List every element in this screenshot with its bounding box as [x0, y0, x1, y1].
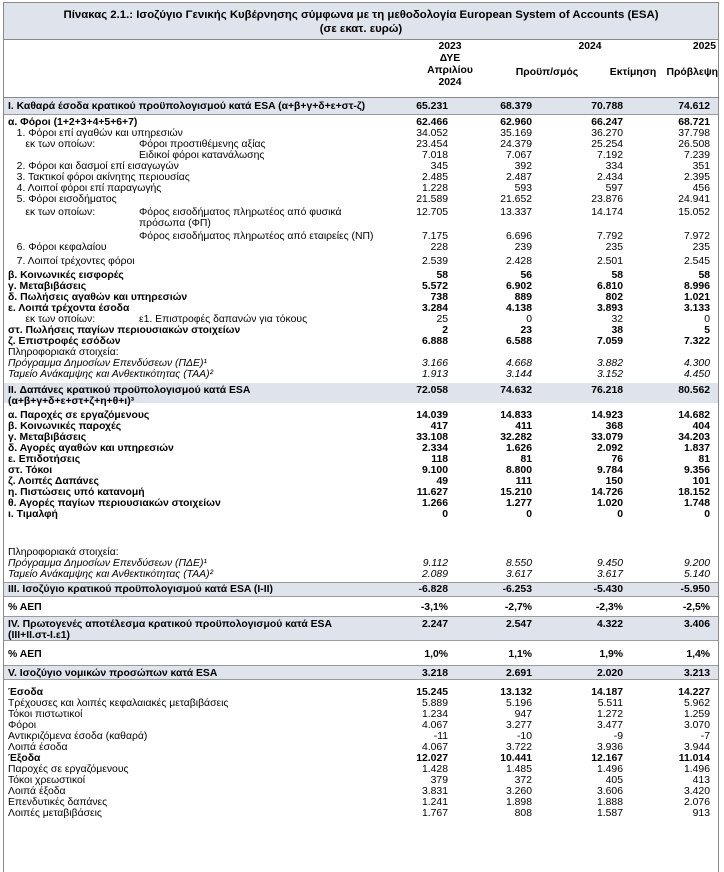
row-label: Ταμείο Ανάκαμψης και Ανθεκτικότητας (ΤΑΑ)²: [8, 569, 214, 580]
row-sublabel: Φόρος εισοδήματος πληρωτέος από εταιρείες (ΝΠ): [139, 231, 374, 242]
row-value: 23.876: [591, 194, 623, 205]
col-2023-sub-line3: 2024: [438, 77, 462, 88]
row-value: 14.833: [500, 410, 532, 421]
row-value: 9.784: [596, 465, 623, 476]
row-value: 368: [605, 421, 623, 432]
row-value: 101: [692, 476, 710, 487]
row-value: -2,3%: [595, 602, 623, 613]
row-value: 3.277: [505, 720, 532, 731]
row-label: V. Ισοζύγιο νομικών προσώπων κατά ESA: [8, 668, 218, 679]
row-value: 3.936: [596, 742, 623, 753]
row-value: 24.941: [678, 194, 710, 205]
row-label: δ. Πωλήσεις αγαθών και υπηρεσιών: [8, 292, 188, 303]
row-label: εκ των οποίων:: [8, 207, 96, 218]
row-value: 58: [698, 270, 710, 281]
row-value: 7.175: [421, 231, 448, 242]
row-label: Επενδυτικές δαπάνες: [8, 797, 108, 808]
row-label: ε. Λοιπά τρέχοντα έσοδα: [8, 303, 130, 314]
row-value: 597: [605, 183, 623, 194]
row-value: 2.539: [421, 256, 448, 267]
row-value: 2.247: [421, 619, 448, 630]
row-value: 13.337: [500, 207, 532, 218]
row-value: 228: [430, 242, 448, 253]
row-value: 7.018: [421, 150, 448, 161]
row-value: 3.284: [421, 303, 448, 314]
row-label: I. Καθαρά έσοδα κρατικού προϋπολογισμού κατά ESA (α+β+γ+δ+ε+στ-ζ): [8, 101, 366, 112]
row-label: α. Φόροι (1+2+3+4+5+6+7): [8, 117, 138, 128]
row-divider: [4, 640, 718, 641]
row-label: Πληροφοριακά στοιχεία:: [8, 547, 119, 558]
row-value: 372: [514, 775, 532, 786]
row-value: 33.079: [591, 432, 623, 443]
row-value: 1.277: [505, 498, 532, 509]
row-label: Παροχές σε εργαζόμενους: [8, 764, 129, 775]
row-value: 239: [514, 242, 532, 253]
row-value: 5.196: [505, 698, 532, 709]
row-label: (α+β+γ+δ+ε+στ+ζ+η+θ+ι)³: [8, 396, 135, 407]
row-value: 2.092: [596, 443, 623, 454]
row-label: ζ. Επιστροφές εσόδων: [8, 336, 121, 347]
row-value: -11: [433, 731, 448, 742]
row-value: 404: [692, 421, 710, 432]
row-label: Έσοδα: [8, 687, 44, 698]
esa-balance-table-page: [3, 0, 721, 868]
col-2023-year: 2023: [438, 41, 462, 52]
row-value: 3.893: [596, 303, 623, 314]
row-value: 23.454: [416, 139, 448, 150]
row-label: α. Παροχές σε εργαζόμενους: [8, 410, 150, 421]
row-value: 411: [515, 421, 532, 432]
row-label: Ταμείο Ανάκαμψης και Ανθεκτικότητας (ΤΑΑ)²: [8, 369, 214, 380]
row-value: 2.545: [683, 256, 710, 267]
row-sublabel: πρόσωπα (ΦΠ): [139, 218, 211, 229]
row-value: 5.140: [683, 569, 710, 580]
row-value: 3.944: [683, 742, 710, 753]
row-label: 4. Λοιποί φόροι επί παραγωγής: [8, 183, 162, 194]
row-value: 1.898: [505, 797, 532, 808]
row-value: 1,1%: [508, 649, 532, 660]
row-value: 2: [442, 325, 448, 336]
row-label: (III+II.στ-I.ε1): [8, 630, 70, 641]
column-header-row: [3, 40, 719, 97]
col-2024-budget: Προϋπ/σμός: [515, 67, 579, 78]
row-sublabel: ε1. Επιστροφές δαπανών για τόκους: [139, 314, 308, 325]
row-value: 1.266: [421, 498, 448, 509]
row-value: 3.406: [683, 619, 710, 630]
row-value: 62.960: [500, 117, 532, 128]
row-value: 2.334: [421, 443, 448, 454]
row-value: 7.059: [596, 336, 623, 347]
row-value: 2.487: [505, 172, 532, 183]
row-value: 3.070: [683, 720, 710, 731]
row-value: 9.450: [596, 558, 623, 569]
row-label: Λοιπές μεταβιβάσεις: [8, 808, 102, 819]
row-value: 14.187: [591, 687, 623, 698]
row-divider: [4, 582, 718, 583]
row-value: 0: [704, 509, 710, 520]
row-value: 6.696: [505, 231, 532, 242]
row-value: -10: [516, 731, 532, 742]
row-label: Τόκοι χρεωστικοί: [8, 775, 86, 786]
row-value: 1.748: [683, 498, 710, 509]
row-label: 3. Τακτικοί φόροι ακίνητης περιουσίας: [8, 172, 190, 183]
table-subtitle: (σε εκατ. ευρώ): [319, 23, 403, 35]
row-value: 1.021: [683, 292, 710, 303]
row-value: 62.466: [416, 117, 448, 128]
row-value: 417: [430, 421, 448, 432]
col-2024-year: 2024: [578, 41, 602, 52]
row-value: 1.485: [505, 764, 532, 775]
row-label: β. Κοινωνικές παροχές: [8, 421, 122, 432]
row-value: 7.239: [683, 150, 710, 161]
row-divider: [4, 596, 718, 597]
row-label: θ. Αγορές παγίων περιουσιακών στοιχείων: [8, 498, 221, 509]
row-value: 405: [605, 775, 623, 786]
row-label: εκ των οποίων:: [8, 314, 96, 325]
row-label: Αντικριζόμενα έσοδα (καθαρά): [8, 731, 148, 742]
row-value: 37.798: [678, 128, 710, 139]
row-label: γ. Μεταβιβάσεις: [8, 281, 87, 292]
row-value: 8.996: [683, 281, 710, 292]
row-value: 2.395: [683, 172, 710, 183]
row-label: Λοιπά έξοδα: [8, 786, 66, 797]
row-label: Φόροι: [8, 720, 37, 731]
row-label: 5. Φόροι εισοδήματος: [8, 194, 117, 205]
row-value: 68.379: [500, 101, 532, 112]
row-value: -7: [700, 731, 710, 742]
row-value: 3.166: [421, 358, 448, 369]
row-value: 18.152: [678, 487, 710, 498]
col-2024-estimate: Εκτίμηση: [609, 67, 657, 78]
row-label: % ΑΕΠ: [8, 649, 42, 660]
row-value: 351: [692, 161, 710, 172]
row-label: β. Κοινωνικές εισφορές: [8, 270, 124, 281]
row-value: 21.652: [500, 194, 532, 205]
row-value: 3.213: [683, 668, 710, 679]
row-value: 0: [526, 509, 532, 520]
row-value: 13.132: [500, 687, 532, 698]
row-value: 9.200: [683, 558, 710, 569]
row-label: 1. Φόροι επί αγαθών και υπηρεσιών: [8, 128, 183, 139]
row-value: 38: [611, 325, 623, 336]
row-value: 5: [704, 325, 710, 336]
row-value: 3.133: [683, 303, 710, 314]
row-value: 2.485: [421, 172, 448, 183]
row-label: στ. Πωλήσεις παγίων περιουσιακών στοιχείων: [8, 325, 241, 336]
row-label: Πρόγραμμα Δημοσίων Επενδύσεων (ΠΔΕ)¹: [8, 558, 207, 569]
row-value: 33.108: [416, 432, 448, 443]
row-value: 9.356: [683, 465, 710, 476]
row-value: 74.612: [678, 101, 710, 112]
row-label: ζ. Λοιπές Δαπάνες: [8, 476, 99, 487]
row-value: 1.241: [421, 797, 448, 808]
row-value: -5.430: [593, 584, 623, 595]
row-value: 1.259: [683, 709, 710, 720]
row-value: 25.254: [591, 139, 623, 150]
row-value: 2.020: [596, 668, 623, 679]
row-value: 118: [431, 454, 448, 465]
row-value: 81: [698, 454, 710, 465]
row-value: 150: [605, 476, 623, 487]
row-value: 70.788: [591, 101, 623, 112]
row-value: 34.203: [678, 432, 710, 443]
row-value: -2,5%: [682, 602, 710, 613]
row-value: 913: [692, 808, 710, 819]
row-value: 3.617: [596, 569, 623, 580]
row-value: 10.441: [500, 753, 532, 764]
row-label: Τρέχουσες και λοιπές κεφαλαιακές μεταβιβάσεις: [8, 698, 229, 709]
row-divider: [4, 665, 718, 666]
row-value: 4.450: [683, 369, 710, 380]
row-value: -3,1%: [420, 602, 448, 613]
row-label: 7. Λοιποί τρέχοντες φόροι: [8, 256, 135, 267]
row-label: Πρόγραμμα Δημοσίων Επενδύσεων (ΠΔΕ)¹: [8, 358, 207, 369]
row-value: 1.837: [683, 443, 710, 454]
row-value: 1.767: [421, 808, 448, 819]
row-value: 8.800: [505, 465, 532, 476]
row-value: 36.270: [591, 128, 623, 139]
row-value: 81: [520, 454, 532, 465]
row-value: 1.428: [421, 764, 448, 775]
row-value: 413: [692, 775, 710, 786]
row-value: 111: [515, 476, 532, 487]
row-value: 0: [704, 314, 710, 325]
row-label: II. Δαπάνες κρατικού προϋπολογισμού κατά ESA: [8, 385, 251, 396]
row-value: 8.550: [505, 558, 532, 569]
row-value: 15.210: [500, 487, 532, 498]
row-value: 3.260: [505, 786, 532, 797]
row-value: 1.587: [596, 808, 623, 819]
row-label: Λοιπά έσοδα: [8, 742, 68, 753]
row-value: 76: [611, 454, 623, 465]
row-value: 0: [442, 509, 448, 520]
row-value: 11.014: [678, 753, 710, 764]
row-value: 3.477: [596, 720, 623, 731]
row-value: -6.828: [418, 584, 448, 595]
col-2025-year: 2025: [692, 41, 716, 52]
row-value: 1.228: [421, 183, 448, 194]
row-value: 345: [430, 161, 448, 172]
row-value: 738: [430, 292, 448, 303]
row-value: 7.972: [683, 231, 710, 242]
row-label: δ. Αγορές αγαθών και υπηρεσιών: [8, 443, 174, 454]
row-value: 4.067: [421, 742, 448, 753]
row-value: 26.508: [678, 139, 710, 150]
row-value: 23: [520, 325, 532, 336]
col-2023-sub-line2: Απριλίου: [427, 65, 473, 76]
row-value: 4.138: [505, 303, 532, 314]
row-value: 3.882: [596, 358, 623, 369]
table-title-box: [3, 2, 719, 40]
row-value: 14.726: [591, 487, 623, 498]
row-value: 65.231: [416, 101, 448, 112]
row-value: 12.027: [416, 753, 448, 764]
row-value: 14.174: [591, 207, 623, 218]
row-value: 12.167: [591, 753, 623, 764]
row-value: 14.923: [591, 410, 623, 421]
row-value: 808: [514, 808, 532, 819]
row-value: 6.888: [421, 336, 448, 347]
row-value: 49: [436, 476, 448, 487]
row-value: 80.562: [678, 385, 710, 396]
row-value: 66.247: [591, 117, 623, 128]
row-value: 4.300: [683, 358, 710, 369]
row-value: 3.722: [505, 742, 532, 753]
row-value: 56: [520, 270, 532, 281]
row-value: 2.434: [596, 172, 623, 183]
row-value: 6.810: [596, 281, 623, 292]
row-value: 21.589: [416, 194, 448, 205]
row-value: 392: [514, 161, 532, 172]
row-value: 3.144: [505, 369, 532, 380]
row-value: 1,9%: [599, 649, 623, 660]
row-label: ε. Επιδοτήσεις: [8, 454, 81, 465]
row-value: 11.627: [416, 487, 448, 498]
row-value: 1.496: [596, 764, 623, 775]
row-label: η. Πιστώσεις υπό κατανομή: [8, 487, 145, 498]
row-divider: [4, 114, 718, 115]
row-value: 1.234: [421, 709, 448, 720]
row-value: 14.039: [416, 410, 448, 421]
row-value: 1.272: [596, 709, 623, 720]
row-value: 76.218: [591, 385, 623, 396]
row-value: 6.588: [505, 336, 532, 347]
row-value: 25: [436, 314, 448, 325]
row-label: Πληροφοριακά στοιχεία:: [8, 347, 119, 358]
row-value: 34.052: [416, 128, 448, 139]
row-value: 9.100: [421, 465, 448, 476]
row-value: 5.962: [683, 698, 710, 709]
row-value: 2.691: [505, 668, 532, 679]
row-label: Τόκοι πιστωτικοί: [8, 709, 83, 720]
row-value: 3.831: [421, 786, 448, 797]
row-value: 889: [514, 292, 532, 303]
row-value: 2.076: [683, 797, 710, 808]
row-value: 3.218: [421, 668, 448, 679]
row-value: 58: [436, 270, 448, 281]
row-value: -5.950: [680, 584, 710, 595]
row-divider: [4, 679, 718, 680]
row-value: 68.721: [678, 117, 710, 128]
row-value: 1.626: [505, 443, 532, 454]
row-value: 3.606: [596, 786, 623, 797]
row-label: IV. Πρωτογενές αποτέλεσμα κρατικού προϋπολογισμού κατά ESA: [8, 619, 332, 630]
row-value: 1,0%: [424, 649, 448, 660]
table-body: [3, 97, 719, 872]
row-value: 12.705: [416, 207, 448, 218]
row-value: 1.888: [596, 797, 623, 808]
row-value: 6.902: [505, 281, 532, 292]
row-divider: [4, 616, 718, 617]
row-value: 456: [692, 183, 710, 194]
row-value: 5.511: [597, 698, 623, 709]
row-value: 14.227: [678, 687, 710, 698]
row-sublabel: Ειδικοί φόροι κατανάλωσης: [139, 150, 265, 161]
row-value: 1.913: [421, 369, 448, 380]
row-label: 6. Φόροι κεφαλαίου: [8, 242, 107, 253]
row-value: 9.112: [422, 558, 448, 569]
row-value: 35.169: [500, 128, 532, 139]
row-value: 334: [605, 161, 623, 172]
row-value: 58: [611, 270, 623, 281]
row-value: 4.067: [421, 720, 448, 731]
row-value: 15.052: [678, 207, 710, 218]
row-value: 802: [605, 292, 623, 303]
table-title: Πίνακας 2.1.: Ισοζύγιο Γενικής Κυβέρνησης σύμφωνα με τη μεθοδολογία European System of Accounts (ESA): [63, 9, 659, 21]
row-value: 7.322: [683, 336, 710, 347]
row-value: 3.152: [596, 369, 623, 380]
row-label: στ. Τόκοι: [8, 465, 53, 476]
row-value: 1,4%: [686, 649, 710, 660]
row-value: -6.253: [502, 584, 532, 595]
row-value: 14.682: [678, 410, 710, 421]
row-value: 3.420: [683, 786, 710, 797]
row-value: 7.792: [596, 231, 623, 242]
row-value: 1.020: [596, 498, 623, 509]
row-value: 2.547: [505, 619, 532, 630]
row-label: ι. Τιμαλφή: [8, 509, 58, 520]
row-sublabel: Φόρος εισοδήματος πληρωτέος από φυσικά: [139, 207, 342, 218]
col-2023-sub: [400, 53, 500, 89]
row-value: 5.889: [421, 698, 448, 709]
row-value: 74.632: [500, 385, 532, 396]
row-label: III. Ισοζύγιο κρατικού προϋπολογισμού κατά ESA (I-II): [8, 584, 273, 595]
col-2025-forecast: Πρόβλεψη: [666, 67, 718, 78]
row-value: 7.067: [505, 150, 532, 161]
row-sublabel: Φόροι προστιθέμενης αξίας: [139, 139, 266, 150]
row-value: 3.617: [505, 569, 532, 580]
row-value: 15.245: [416, 687, 448, 698]
row-label: Έξοδα: [8, 753, 41, 764]
row-value: 32: [611, 314, 623, 325]
col-2023-sub-line1: ΔΥΕ: [439, 53, 461, 64]
row-label: εκ των οποίων:: [8, 139, 96, 150]
row-label: 2. Φόροι και δασμοί επί εισαγωγών: [8, 161, 179, 172]
row-value: -9: [613, 731, 623, 742]
row-value: 235: [692, 242, 710, 253]
row-value: 4.322: [596, 619, 623, 630]
row-value: 947: [514, 709, 532, 720]
row-value: 593: [514, 183, 532, 194]
row-value: 235: [605, 242, 623, 253]
row-value: 2.428: [505, 256, 532, 267]
row-label: % ΑΕΠ: [8, 602, 42, 613]
row-value: 72.058: [416, 385, 448, 396]
row-value: 1.496: [683, 764, 710, 775]
row-value: 7.192: [596, 150, 623, 161]
row-value: 379: [430, 775, 448, 786]
row-value: 24.379: [500, 139, 532, 150]
row-value: 2.501: [596, 256, 623, 267]
row-label: γ. Μεταβιβάσεις: [8, 432, 87, 443]
row-value: 5.572: [421, 281, 448, 292]
row-value: 2.089: [421, 569, 448, 580]
row-value: 4.668: [505, 358, 532, 369]
row-value: 0: [617, 509, 623, 520]
row-value: 0: [526, 314, 532, 325]
row-value: 32.282: [500, 432, 532, 443]
row-value: -2,7%: [504, 602, 532, 613]
